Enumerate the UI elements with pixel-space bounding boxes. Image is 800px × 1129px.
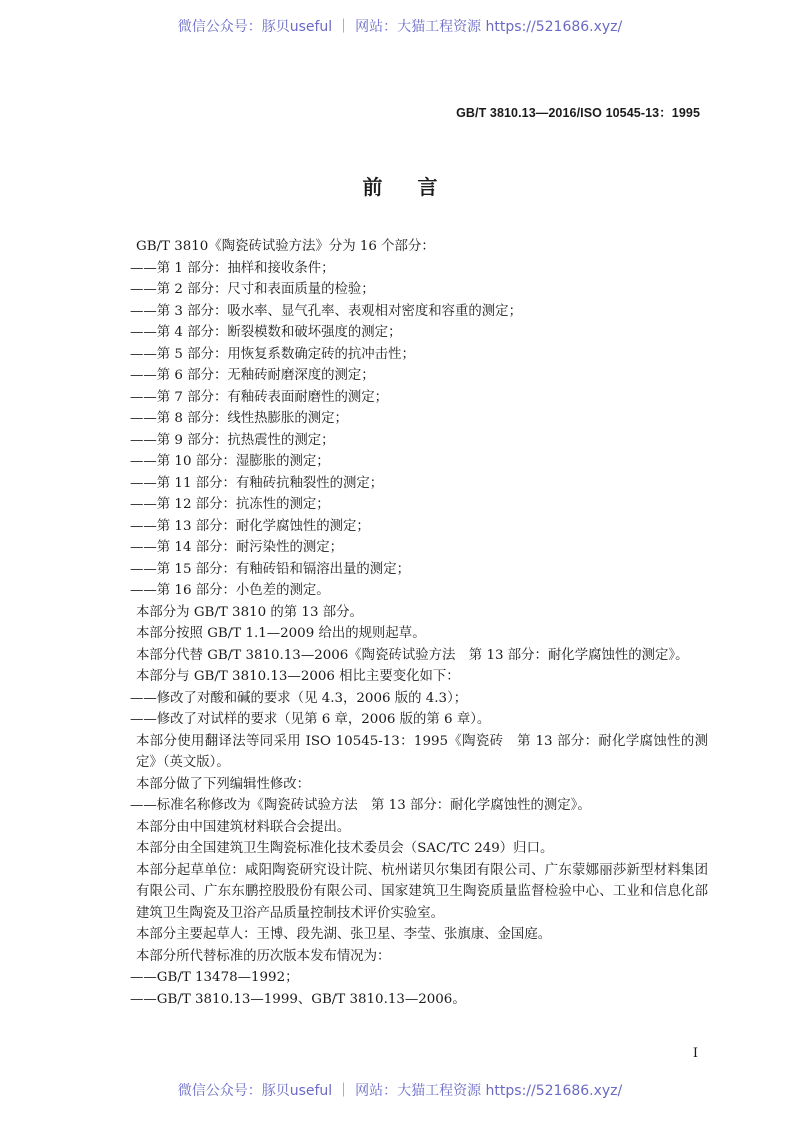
part-item-8: ——第 8 部分：线性热膨胀的测定； [130,411,348,426]
replaces-paragraph: 本部分代替 GB/T 3810.13—2006《陶瓷砖试验方法 第 13 部分：耐化学腐蚀性的测定》。 [136,647,689,663]
part-item-14: ——第 14 部分：耐污染性的测定； [130,540,344,555]
part-item-5: ——第 5 部分：用恢复系数确定砖的抗冲击性； [130,346,415,362]
part-item-15: ——第 15 部分：有釉砖铅和镉溶出量的测定； [130,561,410,577]
rules-paragraph: 本部分按照 GB/T 1.1—2009 给出的规则起草。 [136,626,426,641]
change-item-1: ——修改了对酸和碱的要求（见 4.3，2006 版的 4.3）； [130,690,468,706]
part-item-12: ——第 12 部分：抗冻性的测定； [130,497,330,512]
part-item-7: ——第 7 部分：有釉砖表面耐磨性的测定； [130,389,389,405]
page-number: I [692,1046,698,1061]
change-item-2: ——修改了对试样的要求（见第 6 章，2006 版的第 6 章）。 [130,712,491,727]
part-item-11: ——第 11 部分：有釉砖抗釉裂性的测定； [130,475,384,491]
document-body [112,236,708,1010]
drafters-paragraph: 本部分主要起草人：王博、段先湖、张卫星、李莹、张旗康、金国庭。 [136,927,552,942]
standard-code: GB/T 3810.13—2016/ISO 10545-13：1995 [456,106,700,120]
page-title: 前 言 [362,175,452,199]
changes-intro-paragraph: 本部分与 GB/T 3810.13—2006 相比主要变化如下： [136,669,460,684]
part-item-3: ——第 3 部分：吸水率、显气孔率、表观相对密度和容重的测定； [130,303,522,319]
part-item-10: ——第 10 部分：湿膨胀的测定； [130,454,330,469]
part-item-2: ——第 2 部分：尺寸和表面质量的检验； [130,282,375,297]
history-item-1: ——GB/T 13478—1992； [130,970,299,985]
part-item-9: ——第 9 部分：抗热震性的测定； [130,432,335,448]
centralized-paragraph: 本部分由全国建筑卫生陶瓷标准化技术委员会（SAC/TC 249）归口。 [136,841,554,856]
part-item-13: ——第 13 部分：耐化学腐蚀性的测定； [130,518,370,534]
part-item-6: ——第 6 部分：无釉砖耐磨深度的测定； [130,368,375,383]
translation-paragraph: 本部分使用翻译法等同采用 ISO 10545-13：1995《陶瓷砖 第 13 部分：耐化学腐蚀性的测定》（英文版）。 [136,733,708,770]
intro-paragraph: GB/T 3810《陶瓷砖试验方法》分为 16 个部分： [136,239,435,254]
watermark-bottom: 微信公众号：豚贝useful ｜ 网站：大猫工程资源 https://521686.xyz/ [177,1083,623,1099]
watermark-top: 微信公众号：豚贝useful ｜ 网站：大猫工程资源 https://521686.xyz/ [177,19,623,35]
part13-paragraph: 本部分为 GB/T 3810 的第 13 部分。 [136,604,363,620]
edit-item-1: ——标准名称修改为《陶瓷砖试验方法 第 13 部分：耐化学腐蚀性的测定》。 [130,798,591,813]
part-item-1: ——第 1 部分：抽样和接收条件； [130,260,335,276]
part-item-16: ——第 16 部分：小色差的测定。 [130,583,330,598]
history-intro-paragraph: 本部分所代替标准的历次版本发布情况为： [136,948,391,964]
part-item-4: ——第 4 部分：断裂模数和破坏强度的测定； [130,325,402,340]
drafting-units-paragraph: 本部分起草单位：咸阳陶瓷研究设计院、杭州诺贝尔集团有限公司、广东蒙娜丽莎新型材料集团有限公司、广东东鹏控股股份有限公司、国家建筑卫生陶瓷质量监督检验中心、工业和信息化部建筑卫生陶瓷及卫浴产品质量控制技术评价实验室。 [136,862,708,921]
history-item-2: ——GB/T 3810.13—1999、GB/T 3810.13—2006。 [130,991,466,1007]
edits-intro-paragraph: 本部分做了下列编辑性修改： [136,776,311,792]
proposed-paragraph: 本部分由中国建筑材料联合会提出。 [136,819,351,835]
